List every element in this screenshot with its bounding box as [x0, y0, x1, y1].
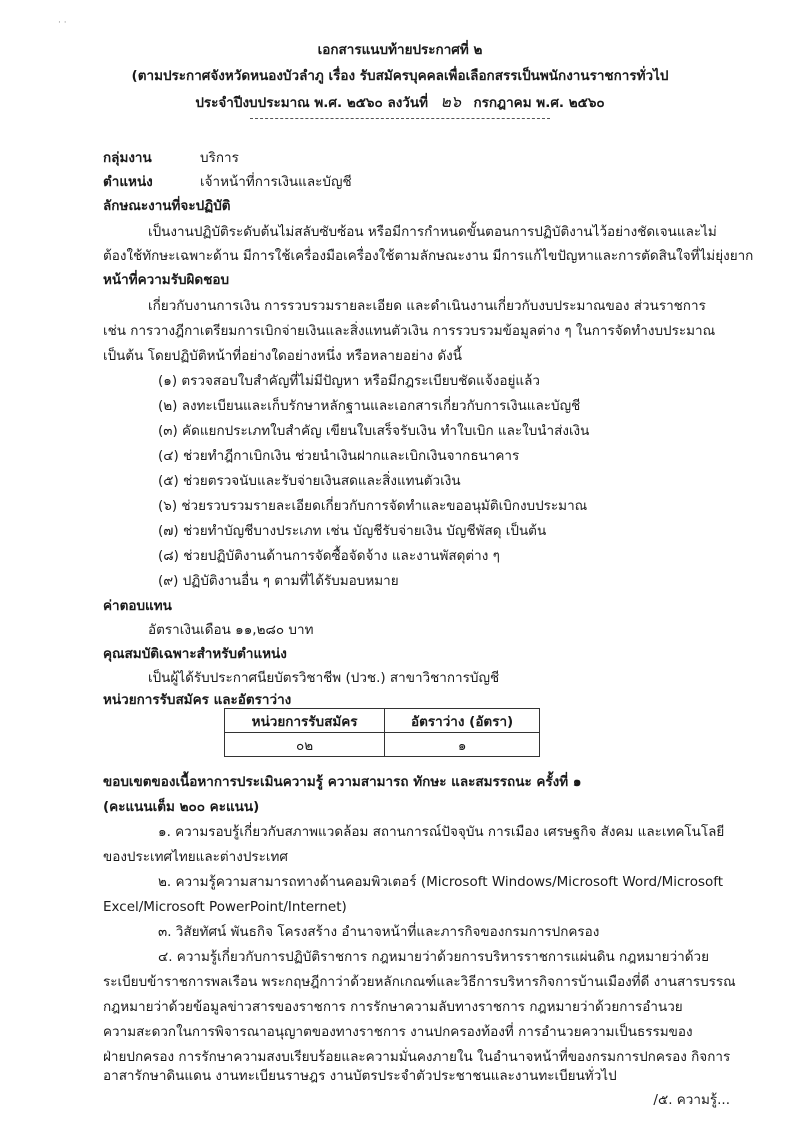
assessment-item-3: ๓. วิสัยทัศน์ พันธกิจ โครงสร้าง อำนาจหน้าที่และภารกิจของกรมการปกครอง	[158, 924, 600, 940]
duties-intro-line: เกี่ยวกับงานการเงิน การรวบรวมรายละเอียด และดำเนินงานเกี่ยวกับงบประมาณของ ส่วนราชการ	[148, 298, 706, 314]
table-header-vacancies: อัตราว่าง (อัตรา)	[385, 709, 540, 733]
job-nature-heading: ลักษณะงานที่จะปฏิบัติ	[103, 198, 231, 214]
group-value: บริการ	[200, 150, 239, 166]
duty-item: (๙) ปฏิบัติงานอื่น ๆ ตามที่ได้รับมอบหมาย	[158, 573, 399, 589]
duties-heading: หน้าที่ความรับผิดชอบ	[103, 272, 230, 288]
recruitment-table	[224, 708, 540, 757]
assessment-item-1-line: ของประเทศไทยและต่างประเทศ	[103, 849, 288, 865]
table-cell-unit: ๐๒	[225, 733, 385, 757]
position-value: เจ้าหน้าที่การเงินและบัญชี	[200, 174, 352, 190]
assessment-heading: ขอบเขตของเนื้อหาการประเมินความรู้ ความสามารถ ทักษะ และสมรรถนะ ครั้งที่ ๑	[103, 774, 582, 790]
recruitment-heading: หน่วยการรับสมัคร และอัตราว่าง	[103, 692, 292, 708]
qualification-value: เป็นผู้ได้รับประกาศนียบัตรวิชาชีพ (ปวช.) สาขาวิชาการบัญชี	[148, 670, 500, 686]
date-prefix: ประจำปีงบประมาณ พ.ศ. ๒๕๖๐ ลงวันที่	[195, 95, 429, 111]
group-label: กลุ่มงาน	[103, 150, 152, 166]
assessment-item-4-line: ความสะดวกในการพิจารณาอนุญาตของทางราชการ งานปกครองท้องที่ การอำนวยความเป็นธรรมของ	[103, 1024, 693, 1040]
table-cell-vacancies: ๑	[385, 733, 540, 757]
handwritten-date-day: ๒๖	[440, 92, 462, 111]
assessment-item-4-line: ฝ่ายปกครอง การรักษาความสงบเรียบร้อยและความมั่นคงภายใน ในอำนาจหน้าที่ของกรมการปกครอง กิจการ	[103, 1049, 731, 1065]
job-nature-line: ต้องใช้ทักษะเฉพาะด้าน มีการใช้เครื่องมือเครื่องใช้ตามลักษณะงาน มีการแก้ไขปัญหาและการตัดสินใจที่ไม่ยุ่งยาก	[103, 248, 754, 264]
duty-item: (๗) ช่วยทำบัญชีบางประเภท เช่น บัญชีรับจ่ายเงิน บัญชีพัสดุ เป็นต้น	[158, 523, 547, 539]
duty-item: (๕) ช่วยตรวจนับและรับจ่ายเงินสดและสิ่งแทนตัวเงิน	[158, 473, 461, 489]
duties-intro-line: เป็นต้น โดยปฏิบัติหน้าที่อย่างใดอย่างหนึ่ง หรือหลายอย่าง ดังนี้	[103, 348, 462, 364]
margin-marks: · ·	[58, 18, 67, 28]
continuation-marker: /๕. ความรู้...	[653, 1092, 730, 1108]
assessment-item-4-line: ระเบียบข้าราชการพลเรือน พระกฤษฎีกาว่าด้วยหลักเกณฑ์และวิธีการบริหารกิจการบ้านเมืองที่ดี งานสารบรรณ	[103, 974, 736, 990]
assessment-item-4-line: ๔. ความรู้เกี่ยวกับการปฏิบัติราชการ กฎหมายว่าด้วยการบริหารราชการแผ่นดิน กฎหมายว่าด้วย	[158, 949, 710, 965]
compensation-value: อัตราเงินเดือน ๑๑,๒๘๐ บาท	[148, 622, 314, 638]
duty-item: (๓) คัดแยกประเภทใบสำคัญ เขียนใบเสร็จรับเงิน ทำใบเบิก และใบนำส่งเงิน	[158, 423, 590, 439]
table-row	[225, 733, 540, 757]
document-date-line	[0, 90, 800, 115]
job-nature-line: เป็นงานปฏิบัติระดับต้นไม่สลับซับซ้อน หรือมีการกำหนดขั้นตอนการปฏิบัติงานไว้อย่างชัดเจนและไม่	[148, 224, 717, 240]
assessment-item-1-line: ๑. ความรอบรู้เกี่ยวกับสภาพแวดล้อม สถานการณ์ปัจจุบัน การเมือง เศรษฐกิจ สังคม และเทคโนโลยี	[158, 824, 725, 840]
table-header-row	[225, 709, 540, 733]
duty-item: (๔) ช่วยทำฎีกาเบิกเงิน ช่วยนำเงินฝากและเบิกเงินจากธนาคาร	[158, 448, 520, 464]
compensation-heading: ค่าตอบแทน	[103, 598, 172, 614]
document-title: เอกสารแนบท้ายประกาศที่ ๒	[317, 42, 483, 58]
table-header-unit: หน่วยการรับสมัคร	[225, 709, 385, 733]
assessment-item-2-line: ๒. ความรู้ความสามารถทางด้านคอมพิวเตอร์ (Microsoft Windows/Microsoft Word/Microsoft	[158, 874, 724, 890]
duty-item: (๑) ตรวจสอบใบสำคัญที่ไม่มีปัญหา หรือมีกฎระเบียบชัดแจ้งอยู่แล้ว	[158, 373, 540, 389]
date-suffix: กรกฎาคม พ.ศ. ๒๕๖๐	[473, 95, 605, 111]
qualification-heading: คุณสมบัติเฉพาะสำหรับตำแหน่ง	[103, 646, 287, 662]
duty-item: (๘) ช่วยปฏิบัติงานด้านการจัดซื้อจัดจ้าง และงานพัสดุต่าง ๆ	[158, 548, 500, 564]
assessment-item-4-line: อาสารักษาดินแดน งานทะเบียนราษฎร งานบัตรประจำตัวประชาชนและงานทะเบียนทั่วไป	[103, 1068, 617, 1084]
duties-intro-line: เช่น การวางฎีกาเตรียมการเบิกจ่ายเงินและสิ่งแทนตัวเงิน การรวบรวมข้อมูลต่าง ๆ ในการจัดทำงบประมาณ	[103, 323, 716, 339]
duty-item: (๖) ช่วยรวบรวมรายละเอียดเกี่ยวกับการจัดทำและขออนุมัติเบิกงบประมาณ	[158, 498, 588, 514]
assessment-item-4-line: กฎหมายว่าด้วยข้อมูลข่าวสารของราชการ การรักษาความลับทางราชการ กฎหมายว่าด้วยการอำนวย	[103, 999, 683, 1015]
duty-item: (๒) ลงทะเบียนและเก็บรักษาหลักฐานและเอกสารเกี่ยวกับการเงินและบัญชี	[158, 398, 581, 414]
assessment-item-2-line: Excel/Microsoft PowerPoint/Internet)	[103, 899, 347, 915]
document-subtitle: (ตามประกาศจังหวัดหนองบัวลำภู เรื่อง รับสมัครบุคคลเพื่อเลือกสรรเป็นพนักงานราชการทั่วไป	[131, 68, 669, 84]
header-divider	[250, 118, 550, 119]
position-label: ตำแหน่ง	[103, 174, 153, 190]
assessment-score: (คะแนนเต็ม ๒๐๐ คะแนน)	[103, 799, 260, 815]
